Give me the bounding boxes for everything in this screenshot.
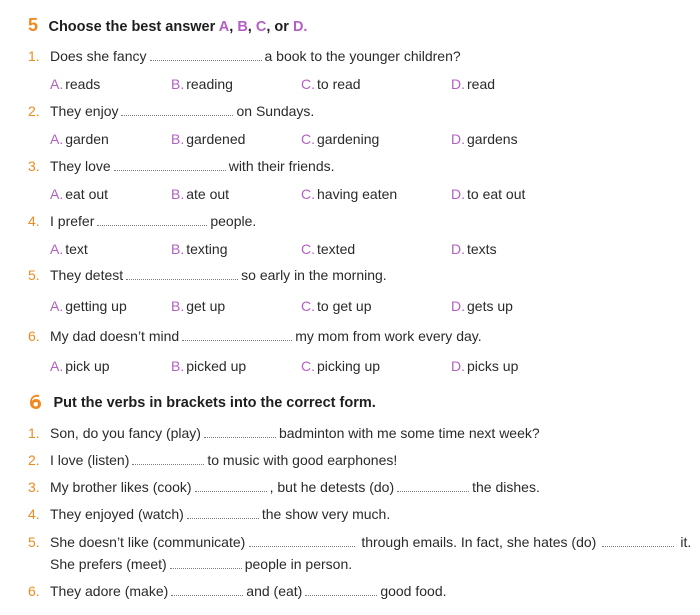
answer-blank[interactable] <box>204 425 276 438</box>
item-text: She prefers (meet) <box>50 556 167 572</box>
option-text: gets up <box>467 298 513 314</box>
question-text: people. <box>210 213 257 229</box>
question-2 <box>28 103 314 119</box>
option-letter: D. <box>451 298 465 314</box>
option-b[interactable] <box>171 358 246 374</box>
item-text: , but he detests (do) <box>269 479 395 495</box>
option-d[interactable] <box>451 186 525 202</box>
item-text: She doesn’t like (communicate) <box>50 534 246 550</box>
option-text: gardening <box>317 131 380 147</box>
option-letter: B. <box>171 241 185 257</box>
option-text: picks up <box>467 358 519 374</box>
option-a[interactable] <box>50 358 110 374</box>
answer-blank[interactable] <box>114 158 226 171</box>
exercise-title: Put the verbs in brackets into the correct form. <box>53 395 376 411</box>
option-text: texts <box>467 241 497 257</box>
exercise-item-1 <box>28 425 540 441</box>
question-text: my mom from work every day. <box>295 328 482 344</box>
item-number: 2. <box>28 452 40 468</box>
item-text: it. <box>680 534 692 550</box>
option-text: garden <box>65 131 109 147</box>
question-text: Does she fancy <box>50 48 147 64</box>
question-text: a book to the younger children? <box>264 48 461 64</box>
option-letter: B. <box>171 76 185 92</box>
option-c[interactable] <box>301 131 379 147</box>
question-3 <box>28 158 335 174</box>
answer-blank[interactable] <box>170 556 242 569</box>
item-number: 1. <box>28 425 40 441</box>
exercise-item-3 <box>28 479 540 495</box>
option-text: gardens <box>467 131 518 147</box>
option-c[interactable] <box>301 186 397 202</box>
option-text: texting <box>186 241 228 257</box>
option-letter: C. <box>301 186 315 202</box>
option-b-label: B <box>237 19 248 35</box>
answer-blank[interactable] <box>305 583 377 596</box>
option-text: get up <box>186 298 226 314</box>
option-letter: C. <box>301 131 315 147</box>
item-number: 3. <box>28 479 40 495</box>
question-text: on Sundays. <box>236 103 315 119</box>
title-period: . <box>303 19 308 35</box>
exercise-item-2 <box>28 452 397 468</box>
exercise-6-header <box>28 393 376 412</box>
option-letter: D. <box>451 76 465 92</box>
option-d[interactable] <box>451 298 513 314</box>
title-sep: , <box>247 19 256 35</box>
answer-blank[interactable] <box>121 103 233 116</box>
option-d[interactable] <box>451 131 518 147</box>
question-text: I prefer <box>50 213 95 229</box>
question-text: My dad doesn’t mind <box>50 328 180 344</box>
option-letter: B. <box>171 358 185 374</box>
option-letter: D. <box>451 358 465 374</box>
question-text: They detest <box>50 267 124 283</box>
option-c[interactable] <box>301 76 361 92</box>
question-number: 6. <box>28 328 40 344</box>
question-5 <box>28 267 387 283</box>
option-a[interactable] <box>50 76 100 92</box>
exercise-item-4 <box>28 506 390 522</box>
answer-blank[interactable] <box>132 452 204 465</box>
question-number: 2. <box>28 103 40 119</box>
exercise-6-number-icon <box>28 393 43 410</box>
title-or: , or <box>266 19 293 35</box>
option-text: read <box>467 76 496 92</box>
option-b[interactable] <box>171 298 225 314</box>
option-d[interactable] <box>451 241 497 257</box>
answer-blank[interactable] <box>249 534 355 547</box>
option-a[interactable] <box>50 186 108 202</box>
title-sep: , <box>229 19 238 35</box>
option-text: pick up <box>65 358 110 374</box>
question-6 <box>28 328 482 344</box>
answer-blank[interactable] <box>602 534 674 547</box>
option-text: eat out <box>65 186 109 202</box>
option-a-label: A <box>218 19 230 35</box>
answer-blank[interactable] <box>126 267 238 280</box>
option-letter: A. <box>50 131 64 147</box>
title-text: Choose the best answer <box>48 19 219 35</box>
answer-blank[interactable] <box>150 48 262 61</box>
option-text: picked up <box>186 358 247 374</box>
answer-blank[interactable] <box>182 328 292 341</box>
option-text: reading <box>186 76 233 92</box>
option-text: text <box>65 241 88 257</box>
option-letter: C. <box>301 298 315 314</box>
option-c[interactable] <box>301 241 355 257</box>
option-letter: A. <box>50 186 64 202</box>
exercise-item-5-continued <box>50 556 352 572</box>
option-text: to eat out <box>467 186 526 202</box>
question-number: 5. <box>28 267 40 283</box>
exercise-title <box>48 19 307 35</box>
option-letter: C. <box>301 358 315 374</box>
answer-blank[interactable] <box>97 213 207 226</box>
option-b[interactable] <box>171 76 233 92</box>
option-text: having eaten <box>317 186 398 202</box>
option-text: reads <box>65 76 101 92</box>
option-letter: A. <box>50 241 64 257</box>
item-text: Son, do you fancy (play) <box>50 425 201 441</box>
question-text: so early in the morning. <box>241 267 387 283</box>
question-number: 1. <box>28 48 40 64</box>
option-text: texted <box>317 241 356 257</box>
option-text: picking up <box>317 358 381 374</box>
option-letter: D. <box>451 186 465 202</box>
option-b[interactable] <box>171 186 229 202</box>
answer-blank[interactable] <box>187 506 259 519</box>
option-c[interactable] <box>301 358 380 374</box>
answer-blank[interactable] <box>397 479 469 492</box>
option-a[interactable] <box>50 241 88 257</box>
option-text: ate out <box>186 186 230 202</box>
item-text: I love (listen) <box>50 452 130 468</box>
item-text: badminton with me some time next week? <box>278 425 540 441</box>
item-text: people in person. <box>244 556 353 572</box>
option-letter: A. <box>50 76 64 92</box>
item-text: and (eat) <box>246 583 303 599</box>
option-letter: A. <box>50 298 64 314</box>
question-text: They love <box>50 158 111 174</box>
option-letter: B. <box>171 131 185 147</box>
option-letter: C. <box>301 76 315 92</box>
answer-blank[interactable] <box>171 583 243 596</box>
option-b[interactable] <box>171 131 245 147</box>
option-text: getting up <box>65 298 127 314</box>
item-text: My brother likes (cook) <box>50 479 192 495</box>
answer-blank[interactable] <box>195 479 267 492</box>
exercise-number: 5 <box>28 15 39 35</box>
item-text: good food. <box>380 583 447 599</box>
option-d[interactable] <box>451 358 518 374</box>
question-text: They enjoy <box>50 103 119 119</box>
item-text: They enjoyed (watch) <box>50 506 184 522</box>
option-letter: A. <box>50 358 64 374</box>
option-c[interactable] <box>301 298 372 314</box>
option-letter: D. <box>451 241 465 257</box>
exercise-5-header <box>28 15 307 36</box>
item-text: They adore (make) <box>50 583 169 599</box>
option-letter: C. <box>301 241 315 257</box>
item-number: 6. <box>28 583 40 599</box>
option-text: to read <box>317 76 361 92</box>
option-b[interactable] <box>171 241 227 257</box>
option-letter: D. <box>451 131 465 147</box>
question-text: with their friends. <box>228 158 335 174</box>
item-text: to music with good earphones! <box>207 452 398 468</box>
question-4 <box>28 213 256 229</box>
option-a[interactable] <box>50 131 109 147</box>
question-number: 3. <box>28 158 40 174</box>
option-d[interactable] <box>451 76 495 92</box>
item-text: the dishes. <box>472 479 540 495</box>
item-number: 4. <box>28 506 40 522</box>
exercise-item-6 <box>28 583 447 599</box>
question-1 <box>28 48 461 64</box>
item-text: the show very much. <box>261 506 391 522</box>
option-a[interactable] <box>50 298 127 314</box>
item-text: through emails. In fact, she hates (do) <box>361 534 597 550</box>
option-text: gardened <box>186 131 246 147</box>
option-d-label: D <box>292 19 304 35</box>
option-c-label: C <box>255 19 267 35</box>
item-number: 5. <box>28 534 40 550</box>
exercise-item-5 <box>28 534 691 550</box>
question-number: 4. <box>28 213 40 229</box>
option-letter: B. <box>171 186 185 202</box>
option-letter: B. <box>171 298 185 314</box>
option-text: to get up <box>317 298 372 314</box>
